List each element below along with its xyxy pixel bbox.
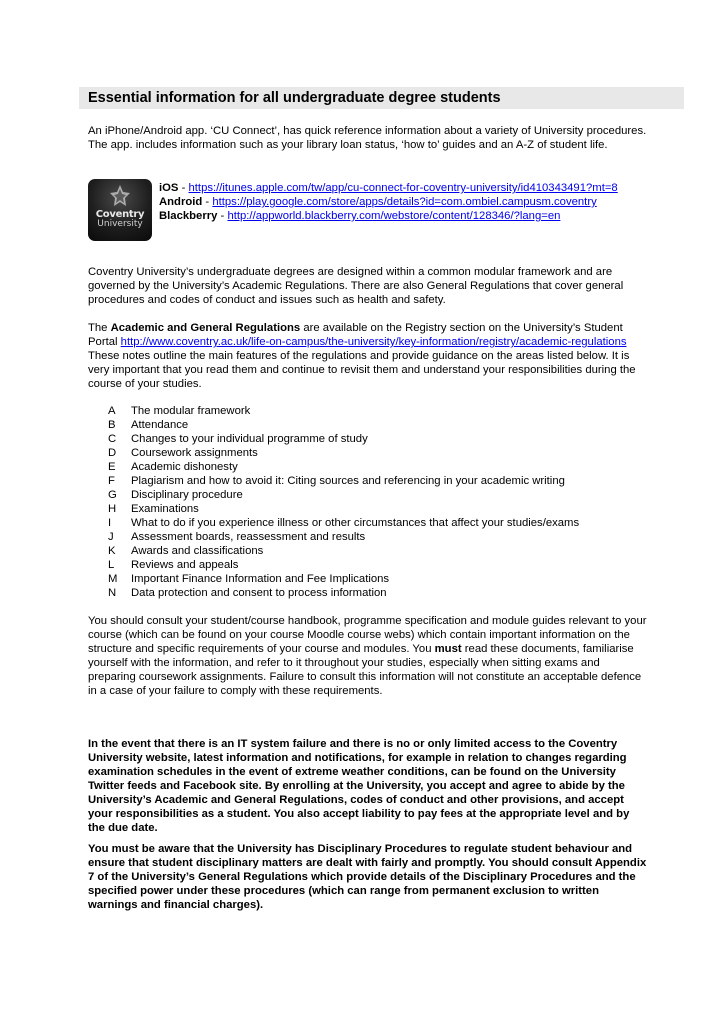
topic-letter: J (108, 531, 114, 543)
topic-text: Important Finance Information and Fee Implications (131, 573, 390, 585)
app-intro-paragraph: An iPhone/Android app. ‘CU Connect’, has quick reference information about a variety of University procedures. The app. includes information such as your library loan status, ‘how to’ guides and an A-Z of student life. (88, 125, 647, 151)
handbook-text-post: read these documents, familiarise yourself with the information, and refer to it throughout your studies, especially when sitting exams and preparing coursework assignments. Failure to consult this information will not constitute an acceptable defence in a case of your failure to comply with these requirements. (88, 643, 642, 697)
framework-paragraph: Coventry University’s undergraduate degrees are designed within a common modular framework and are governed by the University’s Academic Regulations. There are also General Regulations that cover general procedures and codes of conduct and issues such as health and safety. (88, 266, 624, 306)
topic-text: Assessment boards, reassessment and results (131, 531, 366, 543)
store-entry-blackberry (159, 209, 639, 223)
topic-text: Awards and classifications (131, 545, 264, 557)
topic-text: Examinations (131, 503, 199, 515)
store-platform-label: Android (159, 196, 203, 208)
ios-store-link[interactable]: https://itunes.apple.com/tw/app/cu-connect-for-coventry-university/id410343491?mt=8 (188, 182, 618, 194)
topic-text: Reviews and appeals (131, 559, 239, 571)
topic-text: Attendance (131, 419, 189, 431)
blackberry-store-link[interactable]: http://appworld.blackberry.com/webstore/content/128346/?lang=en (227, 210, 561, 222)
regs-text-mid: are available on the Registry section on the University’s Student Portal (88, 322, 623, 348)
android-store-link[interactable]: https://play.google.com/store/apps/details?id=com.ombiel.campusm.coventry (212, 196, 597, 208)
regs-text-bold: Academic and General Regulations (110, 322, 301, 334)
list-item (108, 418, 579, 432)
list-item (108, 516, 579, 530)
topic-text: Data protection and consent to process information (131, 587, 387, 599)
list-item (108, 586, 579, 600)
store-platform-label: Blackberry (159, 210, 218, 222)
list-item (108, 404, 579, 418)
store-entry-android (159, 195, 639, 209)
store-separator: - (178, 182, 189, 194)
list-item (108, 572, 579, 586)
topic-letter: K (108, 545, 116, 557)
list-item (108, 432, 579, 446)
list-item (108, 474, 579, 488)
topic-letter: B (108, 419, 116, 431)
regs-text-pre: The (88, 322, 111, 334)
topic-letter: E (108, 461, 116, 473)
list-item (108, 502, 579, 516)
topic-letter: L (108, 559, 115, 571)
topic-letter: G (108, 489, 117, 501)
it-failure-paragraph: In the event that there is an IT system failure and there is no or only limited access to the Coventry University website, latest information and notifications, for example in relation to changes regarding examination schedules in the event of extreme weather conditions, can be found on the University Twitter feeds and Facebook site. By enrolling at the University, you accept and agree to abide by the University’s Academic and General Regulations, codes of conduct and other provisions, and accept your responsibilities as a student. You also accept liability to pay fees at the appropriate level and by the due date. (88, 738, 630, 834)
regulations-paragraph (88, 321, 648, 391)
topic-text: Academic dishonesty (131, 461, 238, 473)
app-store-links (159, 181, 639, 223)
list-item (108, 446, 579, 460)
crest-icon (109, 184, 131, 208)
academic-regulations-link[interactable]: http://www.coventry.ac.uk/life-on-campus/the-university/key-information/registry/academic-regulations (120, 336, 627, 348)
topic-letter: D (108, 447, 117, 459)
store-platform-label: iOS (159, 182, 179, 194)
topic-text: Disciplinary procedure (131, 489, 243, 501)
regs-text-post: These notes outline the main features of the regulations and provide guidance on the areas listed below. It is very important that you read them and continue to revisit them and understand your responsibilities during the course of your studies. (88, 350, 636, 390)
topic-text: Coursework assignments (131, 447, 258, 459)
topic-text: Changes to your individual programme of study (131, 433, 368, 445)
topic-letter: F (108, 475, 115, 487)
list-item (108, 488, 579, 502)
list-item (108, 558, 579, 572)
list-item (108, 544, 579, 558)
topic-letter: H (108, 503, 117, 515)
handbook-text-bold: must (434, 643, 462, 655)
handbook-text-pre: You should consult your student/course handbook, programme specification and module guides relevant to your course (which can be found on your course Moodle course webs) which contain important information on the structure and specific requirements of your course and modules. You (88, 615, 647, 655)
list-item (108, 530, 579, 544)
store-separator: - (202, 196, 213, 208)
topic-text: The modular framework (131, 405, 251, 417)
store-separator: - (217, 210, 228, 222)
list-item (108, 460, 579, 474)
topic-letter: I (108, 517, 112, 529)
coventry-university-app-icon (88, 179, 152, 241)
store-entry-ios (159, 181, 639, 195)
disciplinary-paragraph: You must be aware that the University has Disciplinary Procedures to regulate student behaviour and ensure that student disciplinary matters are dealt with fairly and promptly. You should consult Appendix 7 of the University’s General Regulations which provide details of the Disciplinary Procedures and the specified power under these procedures (which can range from permanent exclusion to written warnings and financial charges). (88, 843, 647, 911)
app-icon-text-line2: University (97, 219, 143, 229)
topic-letter: M (108, 573, 118, 585)
handbook-paragraph (88, 614, 648, 698)
topic-letter: N (108, 587, 117, 599)
topic-text: Plagiarism and how to avoid it: Citing sources and referencing in your academic writing (131, 475, 565, 487)
topics-list (108, 404, 579, 600)
topic-letter: A (108, 405, 116, 417)
topic-text: What to do if you experience illness or other circumstances that affect your studies/exams (131, 517, 580, 529)
topic-letter: C (108, 433, 117, 445)
page-title: Essential information for all undergraduate degree students (88, 90, 501, 106)
app-icon-text-line1: Coventry (95, 209, 145, 220)
